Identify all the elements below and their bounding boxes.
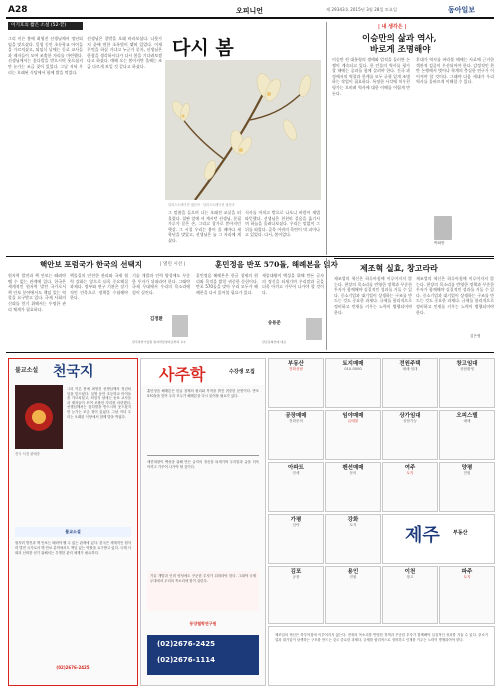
book-ad-contact: (02)2676-2425 [56, 665, 90, 670]
classified-17 [439, 566, 495, 624]
sajuhak-intro: 훈민정음 해례본은 한글 창제의 원리와 목적을 밝힌 귀중한 문헌이다. 반포 570돌을 맞아 우리 모두가 해례본을 다시 읽어볼 필요가 있다. [147, 389, 259, 398]
right-top-rule [334, 258, 494, 259]
paper-name: 동아일보 [448, 6, 476, 14]
column2-body-col2: 세종대왕이 백성을 위해 만든 글자의 정신을 되새기며 우리말과 글을 더욱 아끼고 가꾸어 나가야 할 것이다. [262, 273, 324, 295]
classified-16-title: 이천 [404, 569, 416, 575]
classified-4-title: 공장매매 [285, 413, 307, 419]
column-kicker: | 열린 시선 | [160, 262, 186, 267]
side-author-name: 박희만 [434, 241, 445, 245]
column-author-name: 김정환 [150, 317, 163, 322]
classified-16 [382, 566, 438, 624]
side-title-1: 이승만의 삶과 역사, [362, 34, 437, 44]
classified-8-title: 아파트 [288, 465, 304, 471]
classified-2-title: 전원주택 [399, 361, 421, 367]
classified-15 [325, 566, 381, 624]
classified-9-line: 문의 [349, 471, 357, 475]
sajuhak-schedule [147, 455, 259, 566]
jeju-ad [382, 514, 495, 564]
novel-body-col2: 선생님은 창밖을 오래 바라보셨다. 나뭇가지 끝에 연한 초록빛이 맺혀 있었다. 이제 무엇을 하실 거냐고 누군가 묻자, 선생님은 한참을 생각하시다가 다시 봄을 기다려보겠다고 하셨다. 매해 오는 봄이지만 올해는 조금 다르게 보일 것 같다고 하셨다. [87, 36, 162, 69]
book-ad-body: 그리 이른 봄에 최영진 선생님께서 정년퇴임을 맞으셨다. 일생 동안 초등학교 아이들을 가르치셨고, 퇴임식 날에는 동료 교사들과 제자들이 모여 조촐한 자리를 마련했다. 선생님께서는 꽃다발을 받으시며 웃으셨지만 눈가는 조금 젖어 있었다. 그날 저녁 우리는 오래된 식당에서 함께 밥을 먹었다. [67, 387, 131, 419]
classified-7 [439, 410, 495, 460]
column-divider [326, 22, 327, 255]
classified-9-title: 펜션매매 [342, 465, 364, 471]
classified-11-title: 양평 [461, 465, 473, 471]
classified-15-line: 전원 [349, 575, 357, 579]
sajuhak-schedule-text: 세종대왕이 백성을 위해 만든 글자의 정신을 되새기며 우리말과 글을 더욱 아끼고 가꾸어 나가야 할 것이다. [147, 460, 259, 470]
column-body-col3: 기술 개발과 인력 양성에도 꾸준한 투자가 뒤따라야 한다. 그래야 국제 무대에서 우리의 목소리에 힘이 실린다. [132, 273, 190, 295]
classified-5-title: 임야매매 [342, 413, 364, 419]
classified-8-line: 전세 [292, 471, 300, 475]
classified-1-title: 토지매매 [342, 361, 364, 367]
classified-13-line: 토지 [349, 523, 357, 527]
classified-15-title: 용인 [347, 569, 359, 575]
classified-9 [325, 462, 381, 512]
classified-11 [439, 462, 495, 512]
classified-6-line: 상담가능 [403, 419, 417, 423]
book-cover-icon [15, 385, 63, 449]
classified-0-title: 부동산 [288, 361, 304, 367]
classified-4-line: 전화문의 [289, 419, 303, 423]
column-title: 핵안보 포럼국가 한국의 선택지 [40, 260, 143, 269]
ad-rule [6, 352, 494, 353]
book-cover-image [15, 385, 63, 449]
classified-7-line: 매매 [463, 419, 471, 423]
classified-13-title: 강화 [347, 517, 359, 523]
classified-1 [325, 358, 381, 408]
classified-8 [268, 462, 324, 512]
classified-11-line: 전원 [463, 471, 471, 475]
novel-body-col3: 그 말씀을 들으며 나는 오래전 교실을 떠올렸다. 칠판 앞에 서 계시던 선생님, 분필 가루가 묻은 손, 그리고 창가로 쏟아지던 햇살. 그 시절 우리는 봄이 올 때마다 새 학년을 맞았고, 선생님은 늘 그 자리에 계셨다. [168, 210, 241, 243]
novel-illustration [165, 60, 321, 200]
column2-author-title: 한글문화연대 대표 [262, 340, 287, 344]
classified-6-title: 상가임대 [399, 413, 421, 419]
novel-body-col1: 그리 이른 봄에 최영진 선생님께서 정년퇴임을 맞으셨다. 일생 동안 초등학교 아이들을 가르치셨고, 퇴임식 날에는 동료 교사들과 제자들이 모여 조촐한 자리를 마련했다. 선생님께서는 꽃다발을 받으시며 웃으셨지만 눈가는 조금 젖어 있었다. 그날 저녁 우리는 오래된 식당에서 함께 밥을 먹었다. [8, 36, 83, 75]
section-title: 오피니언 [236, 7, 264, 15]
issue-info: 제 29343호 2015년 3월 28일 토요일 [326, 7, 397, 12]
classified-5-line: 급매물 [347, 419, 359, 423]
classified-3-line: 상담환영 [460, 367, 474, 371]
sajuhak-dongyang: 동양철학연구원 [189, 621, 217, 626]
sajuhak-highlight [147, 571, 259, 611]
book-ad-title: 천국지 [53, 364, 94, 380]
side-body-col2: 후대가 역사를 바라볼 때에는 사료에 근거한 객관적 검증이 우선되어야 한다. 감정적인 찬반 논쟁에서 벗어나 학계의 충실한 연구가 이어져야 할 것이다. 그래야 다음 세대가 우리 역사를 올바르게 이해할 수 있다. [416, 57, 494, 85]
column-body-col2: 핵물질의 안전한 관리와 국제 협력 강화는 앞으로 더욱 중요해질 과제다. 정부와 연구 기관은 장기적인 안목으로 정책을 수립해야 한다. [70, 273, 128, 301]
classified-2-line: 매매·임대 [402, 367, 418, 371]
book-ad-kicker: 불교소설 [15, 367, 39, 374]
book-ad-banner: 불교소설 [15, 527, 131, 537]
classified-5 [325, 410, 381, 460]
side-title-2: 바로게 조명해야 [370, 45, 431, 55]
column-author-title: 한국과학기술원 원자력및양자공학과 교수 [132, 340, 187, 344]
classified-12-title: 가평 [290, 517, 302, 523]
classified-0 [268, 358, 324, 408]
mid-rule [6, 256, 494, 257]
magnolia-illustration-icon [165, 60, 321, 200]
right-column-body2: 제조업의 혁신은 하루아침에 이루어지지 않는다. 현장의 목소리를 반영한 정책과 꾸준한 투자가 함께해야 실질적인 성과를 거둘 수 있다. 중소기업과 대기업이 상생하는 구조를 만드는 것도 중요한 과제다. 규제를 합리적으로 정비하고 인재를 키우는 노력이 병행되어야 한다. [416, 276, 494, 315]
classified-13 [325, 514, 381, 564]
book-ad-details: 원자력 발전과 핵 안보는 떼려야 뗄 수 없는 관계에 있다. 한국은 세계적인 원자력 발전 국가로서 핵 안보 분야에서도 책임 있는 역할을 요구받고 있다. 국제 사회의 신뢰를 얻기 위해서는 투명한 관리 체계가 필요하다. [15, 541, 131, 555]
column2-title: 훈민정음 반포 570돌, 해례본을 읽자 [215, 260, 338, 269]
classified-7-title: 오피스텔 [456, 413, 478, 419]
jeju-title: 제주 [405, 525, 440, 546]
classified-17-line: 토지 [463, 575, 471, 579]
classified-16-line: 창고 [406, 575, 414, 579]
classified-14-title: 김포 [290, 569, 302, 575]
sajuhak-phone2[interactable]: (02)2676-1114 [157, 656, 216, 664]
header-rule [6, 17, 494, 19]
classified-10-line: 토지 [406, 471, 414, 475]
book-ad-caption: 전국 서점 판매중 [15, 452, 41, 456]
sajuhak-highlight-text: 기술 개발과 인력 양성에도 꾸준한 투자가 뒤따라야 한다. 그래야 국제 무대에서 우리의 목소리에 힘이 실린다. [150, 574, 256, 583]
side-author-photo [434, 216, 452, 240]
sajuhak-title: 사주학 [159, 365, 206, 384]
classified-3-title: 창고임대 [456, 361, 478, 367]
novel-body-col4: 식사를 마치고 밖으로 나오니 바람이 제법 따뜻했다. 선생님은 천천히 걸음을 옮기시며 하늘을 올려다보셨다. 우리는 말없이 그 뒤를 따랐다. 골목 어귀의 목련이 막 피어나고 있었다. 다시, 봄이었다. [245, 210, 320, 238]
sajuhak-subtitle: 수강생 모집 [229, 369, 255, 375]
sajuhak-ad [140, 358, 266, 686]
sajuhak-header [141, 359, 265, 385]
right-column-title: 제조혁 실효, 창고라라 [360, 263, 438, 273]
classified-10-title: 여주 [404, 465, 416, 471]
classified-17-title: 파주 [461, 569, 473, 575]
side-kicker: | 내 생각은 | [378, 24, 407, 30]
right-column-body1: 제조업의 혁신은 하루아침에 이루어지지 않는다. 현장의 목소리를 반영한 정책과 꾸준한 투자가 함께해야 실질적인 성과를 거둘 수 있다. 중소기업과 대기업이 상생하는 구조를 만드는 것도 중요한 과제다. 규제를 합리적으로 정비하고 인재를 키우는 노력이 병행되어야 한다. [334, 276, 412, 315]
column-author-photo [172, 315, 188, 337]
classified-4 [268, 410, 324, 460]
classified-0-line: 전화상담 [289, 367, 303, 371]
column2-body-col1: 훈민정음 해례본은 한글 창제의 원리와 목적을 밝힌 귀중한 문헌이다. 반포 570돌을 맞아 우리 모두가 해례본을 다시 읽어볼 필요가 있다. [196, 273, 258, 295]
bottom-classified-text [275, 633, 488, 679]
classified-3 [439, 358, 495, 408]
bottom-classified-body: 제조업의 혁신은 하루아침에 이루어지지 않는다. 현장의 목소리를 반영한 정책과 꾸준한 투자가 함께해야 실질적인 성과를 거둘 수 있다. 중소기업과 대기업이 상생하는 구조를 만드는 것도 중요한 과제다. 규제를 합리적으로 정비하고 인재를 키우는 노력이 병행되어야 한다. [275, 633, 488, 642]
classified-2 [382, 358, 438, 408]
jeju-subtitle: 부동산 [453, 530, 468, 536]
classified-6 [382, 410, 438, 460]
sajuhak-phone1[interactable]: (02)2676-2425 [157, 640, 216, 648]
classified-14 [268, 566, 324, 624]
sajuhak-phone-box[interactable] [147, 635, 259, 675]
side-body-col1: 이승만 전 대통령의 생애와 업적을 둘러싼 논쟁이 계속되고 있다. 한 인물의 역사를 평가할 때에는 공과를 함께 살펴야 한다. 건국 과정에서의 역할과 한계를 모두 균형 있게 조명하는 작업이 필요하다. 특정한 시각에 치우친 평가는 오히려 역사에 대한 이해를 어렵게 만든다. [332, 57, 410, 96]
right-divider [326, 258, 327, 350]
right-column-author: 김은영 [470, 334, 481, 338]
book-ad [8, 358, 138, 686]
classified-10 [382, 462, 438, 512]
classified-1-line: 010-0000 [344, 367, 362, 371]
bottom-classified-strip [268, 626, 495, 686]
column-body-col1: 원자력 발전과 핵 안보는 떼려야 뗄 수 없는 관계에 있다. 한국은 세계적인 원자력 발전 국가로서 핵 안보 분야에서도 책임 있는 역할을 요구받고 있다. 국제 사회의 신뢰를 얻기 위해서는 투명한 관리 체계가 필요하다. [8, 273, 66, 312]
classified-12-line: 임야 [292, 523, 300, 527]
page-number: A28 [8, 5, 28, 15]
classified-14-line: 공장 [292, 575, 300, 579]
novel-badge: 이기호의 짧은 소설 (52·끝) [8, 22, 83, 30]
column2-author-photo [306, 318, 322, 340]
classified-12 [268, 514, 324, 564]
column2-author-name: 송용준 [268, 321, 281, 326]
novel-title: 다시 봄 [172, 37, 234, 59]
illustration-caption: 일러스트레이션 권신아 · 일러스트레이션 권신아 [168, 203, 235, 207]
